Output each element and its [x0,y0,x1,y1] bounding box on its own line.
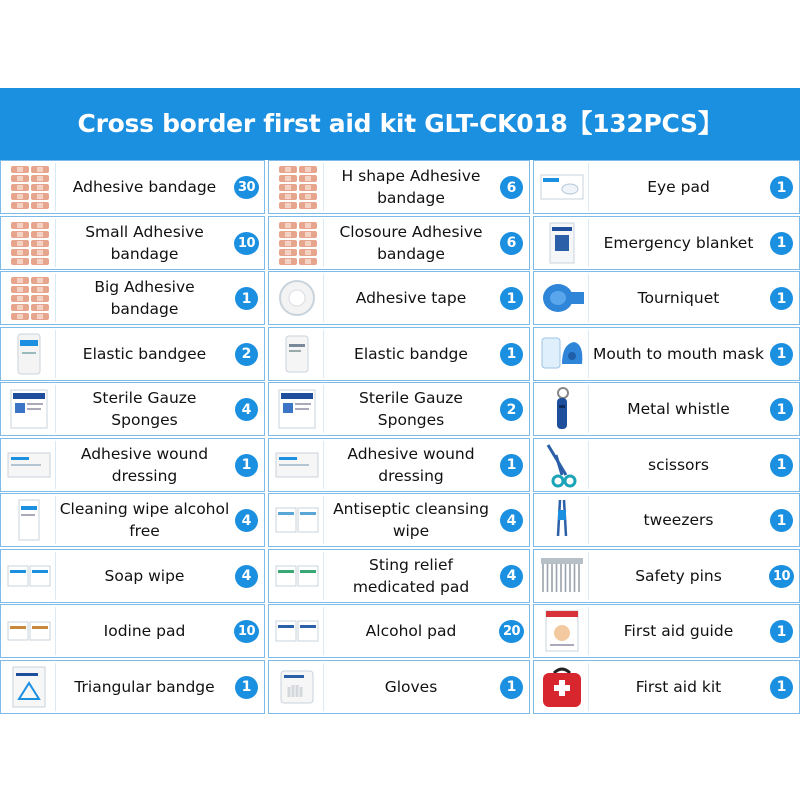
emergency-blanket-icon [536,219,589,267]
quantity-badge: 10 [234,232,259,255]
item-card [533,271,800,325]
quantity-badge: 1 [235,676,258,699]
quantity-badge: 1 [770,620,793,643]
quantity-badge: 10 [769,565,794,588]
quantity-badge: 1 [500,287,523,310]
item-card [0,438,265,492]
item-card [268,327,530,381]
item-card [533,216,800,270]
item-name: Metal whistle [627,400,730,418]
item-name: H shape Adhesive bandage [341,167,481,207]
item-card [533,493,800,547]
quantity-badge: 30 [234,176,259,199]
item-card [268,271,530,325]
item-name: Tourniquet [637,289,720,307]
quantity-badge: 2 [500,398,523,421]
quantity-badge: 1 [770,509,793,532]
item-card [268,438,530,492]
antiseptic-wipe-icon [271,496,324,544]
item-name: tweezers [643,511,714,529]
item-name: Adhesive wound dressing [347,444,475,485]
item-name: Safety pins [635,566,722,585]
alcohol-pad-icon [271,607,324,655]
item-card [533,549,800,603]
item-name: Iodine pad [103,622,186,640]
item-card [0,271,265,325]
quantity-badge: 1 [770,398,793,421]
cleaning-wipe-icon [3,496,56,544]
quantity-badge: 1 [770,343,793,366]
quantity-badge: 4 [235,398,258,421]
item-card [0,660,265,714]
item-card [533,327,800,381]
item-name: Small Adhesive bandage [85,222,204,263]
tourniquet-icon [536,274,589,322]
item-card [268,216,530,270]
first-aid-bag-icon [536,663,589,711]
items-grid [0,160,800,715]
quantity-badge: 4 [235,565,258,588]
item-name: Gloves [384,677,438,696]
item-card [0,549,265,603]
safety-pins-icon [536,552,589,600]
soap-wipe-icon [3,552,56,600]
elastic-bandage-roll-icon [3,330,56,378]
item-name: Alcohol pad [365,622,457,640]
item-card [0,216,265,270]
item-card [533,604,800,658]
item-name: Elastic bandge [354,344,468,363]
quantity-badge: 1 [770,454,793,477]
item-name: First aid kit [635,677,722,696]
item-name: scissors [648,455,709,474]
quantity-badge: 6 [500,176,523,199]
item-name: Big Adhesive bandage [94,278,195,318]
quantity-badge: 1 [500,676,523,699]
item-card [0,604,265,658]
small-adhesive-bandage-icon [3,219,56,267]
item-card [533,438,800,492]
item-card [268,160,530,214]
closure-bandage-icon [271,219,324,267]
quantity-badge: 1 [770,232,793,255]
eye-pad-icon [536,163,589,211]
quantity-badge: 6 [500,232,523,255]
quantity-badge: 1 [500,343,523,366]
item-name: Sterile Gauze Sponges [92,389,197,429]
quantity-badge: 1 [770,287,793,310]
item-card [268,604,530,658]
gauze-sponge-pack-icon [271,385,324,433]
quantity-badge: 1 [770,176,793,199]
title-banner [0,88,800,160]
tweezers-icon [536,496,589,544]
item-name: Eye pad [647,178,710,196]
item-card [533,660,800,714]
sting-relief-pad-icon [271,552,324,600]
triangular-bandage-icon [3,663,56,711]
item-card [268,549,530,603]
item-card [0,327,265,381]
item-name: Antiseptic cleansing wipe [333,500,489,540]
item-card [0,493,265,547]
adhesive-tape-icon [271,274,324,322]
item-card [533,160,800,214]
first-aid-guide-icon [536,607,589,655]
item-name: Elastic bandgee [82,344,207,363]
item-name: Soap wipe [104,566,185,585]
item-name: Adhesive tape [355,289,467,307]
item-name: Adhesive bandage [72,178,217,196]
scissors-icon [536,441,589,489]
quantity-badge: 1 [235,454,258,477]
page-title: Cross border first aid kit GLT-CK018【132PCS】 [77,109,723,138]
adhesive-bandage-icon [3,163,56,211]
wound-dressing-icon [3,441,56,489]
item-name: Sterile Gauze Sponges [359,389,463,429]
h-shape-bandage-icon [271,163,324,211]
quantity-badge: 4 [500,565,523,588]
quantity-badge: 2 [235,343,258,366]
gauze-sponge-pack-icon [3,385,56,433]
cpr-mask-icon [536,330,589,378]
item-card [0,160,265,214]
item-card [268,382,530,436]
quantity-badge: 1 [235,287,258,310]
quantity-badge: 1 [770,676,793,699]
quantity-badge: 10 [234,620,259,643]
elastic-bandage-icon [271,330,324,378]
item-name: First aid guide [623,622,734,640]
iodine-pad-icon [3,607,56,655]
gloves-pack-icon [271,663,324,711]
quantity-badge: 4 [235,509,258,532]
item-name: Sting relief medicated pad [352,555,470,596]
item-card [533,382,800,436]
quantity-badge: 20 [499,620,524,643]
item-card [268,660,530,714]
quantity-badge: 1 [500,454,523,477]
big-adhesive-bandage-icon [3,274,56,322]
item-name: Emergency blanket [603,233,754,252]
item-name: Cleaning wipe alcohol free [59,500,230,540]
item-name: Closoure Adhesive bandage [339,222,483,263]
whistle-icon [536,385,589,433]
wound-dressing-icon [271,441,324,489]
item-name: Triangular bandge [74,677,215,696]
quantity-badge: 4 [500,509,523,532]
item-card [0,382,265,436]
item-name: Mouth to mouth mask [593,344,764,363]
item-name: Adhesive wound dressing [80,444,209,485]
item-card [268,493,530,547]
